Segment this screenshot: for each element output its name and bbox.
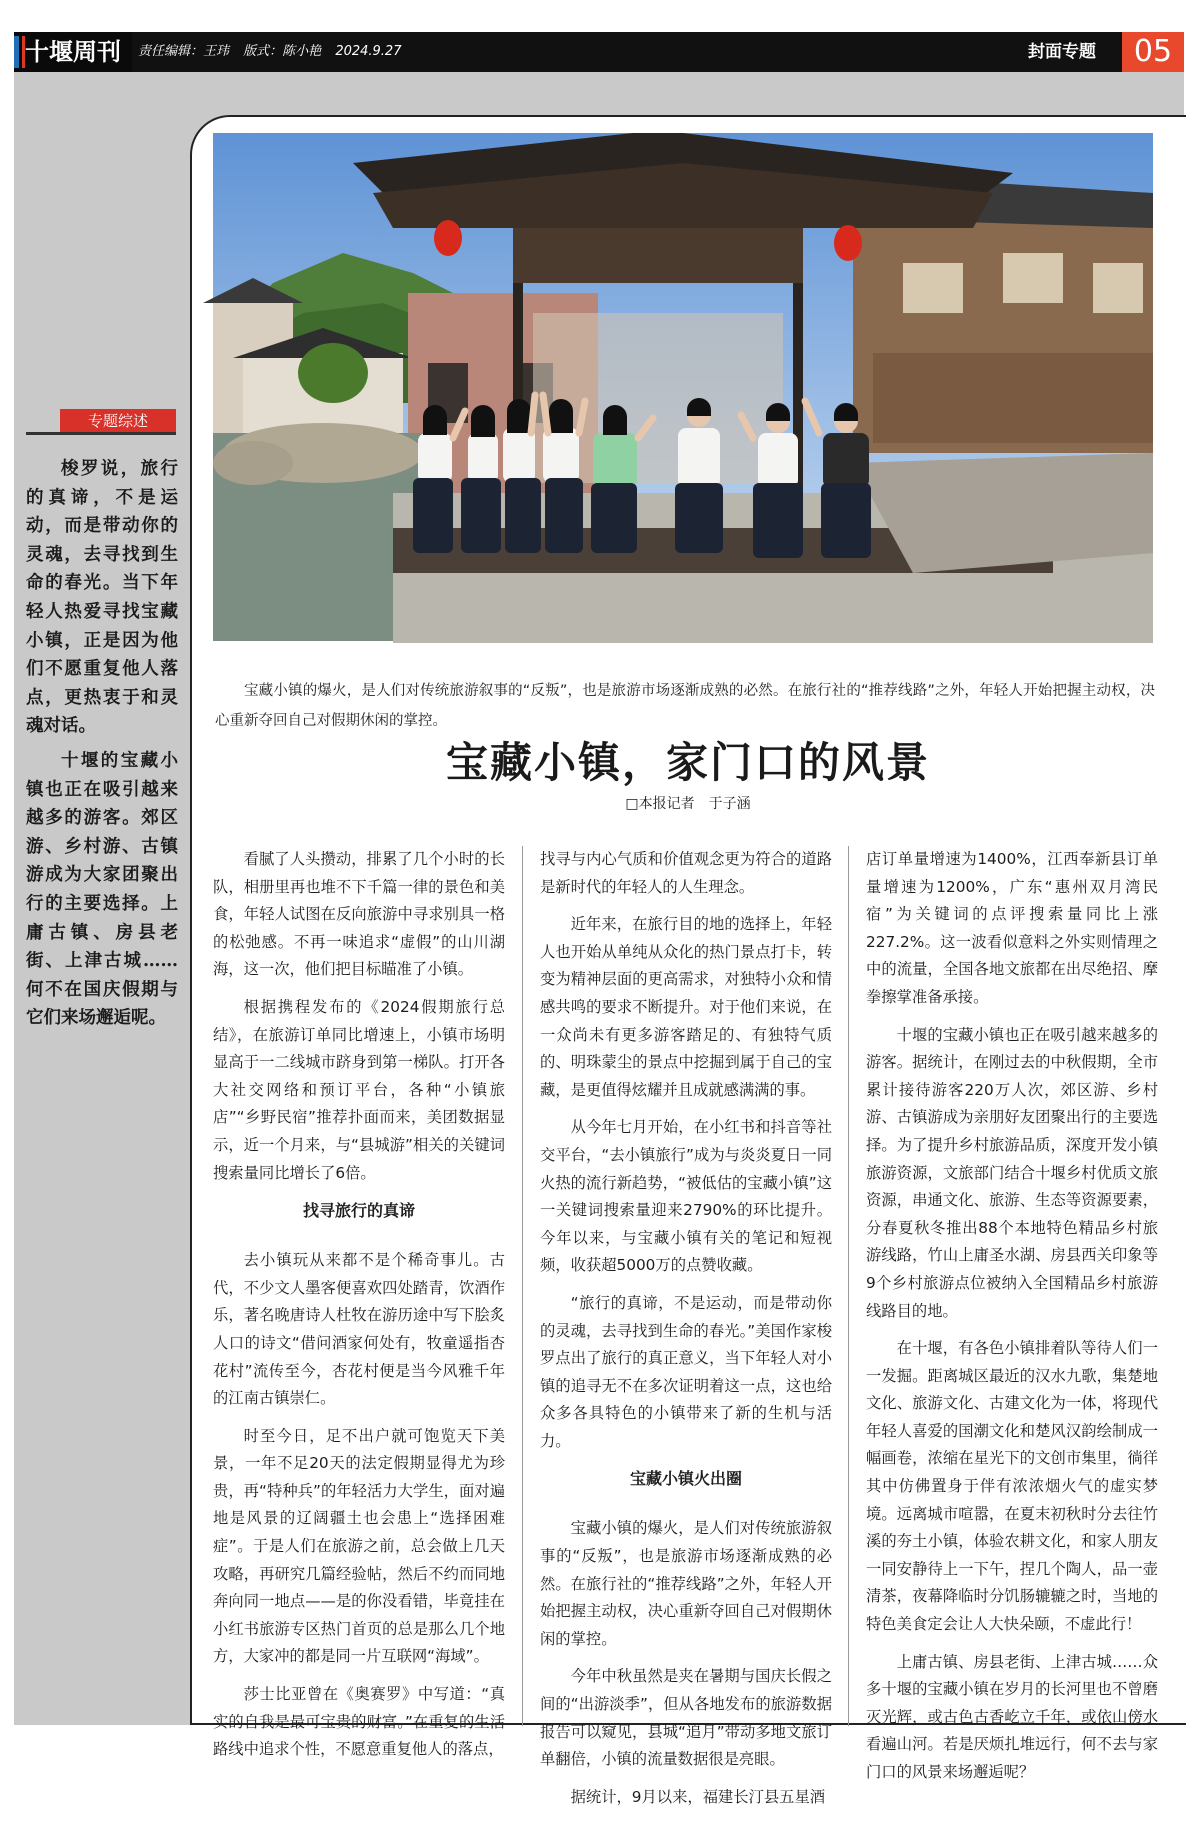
article-column-2 xyxy=(540,846,832,1821)
layout-credit: 版式：陈小艳 xyxy=(243,44,322,59)
masthead xyxy=(14,32,1184,72)
body-paragraph: 时至今日，足不出户就可饱览天下美景，一年不足20天的法定假期显得尤为珍贵，再“特种兵”的年轻活力大学生，面对遍地是风景的辽阔疆土也会患上“选择困难症”。于是人们在旅游之前，总会做上几天攻略，再研究几篇经验帖，然后不约而同地奔向同一地点——是的你没看错，毕竟挂在小红书旅游专区热门首页的总是那么几个地方，大家冲的都是同一片互联网“海域”。 xyxy=(213,1426,505,1666)
body-paragraph: 在十堰，有各色小镇排着队等待人们一一发掘。距离城区最近的汉水九歌，集楚地文化、旅游文化、古建文化为一体，将现代年轻人喜爱的国潮文化和楚风汉韵绘制成一幅画卷，浓缩在星光下的文创市集里，徜徉其中仿佛置身于伴有浓浓烟火气的虚实梦境。远离城市喧嚣，在夏末初秋时分去往竹溪的夯土小镇，体验农耕文化，和家人朋友一同安静待上一下午，捏几个陶人，品一壶清茶，夜幕降临时分饥肠辘辘之时，当地的特色美食定会让人大快朵颐，不虚此行！ xyxy=(866,1339,1158,1634)
body-paragraph: 据统计，9月以来，福建长汀县五星酒 xyxy=(570,1787,826,1806)
masthead-accent-red xyxy=(22,36,25,68)
masthead-accent-blue xyxy=(14,36,19,68)
subheading: 宝藏小镇火出圈 xyxy=(629,1469,742,1489)
publication-name xyxy=(14,32,132,72)
article-column-3 xyxy=(866,846,1158,1797)
body-paragraph: 十堰的宝藏小镇也正在吸引越来越多的游客。据统计，在刚过去的中秋假期，全市累计接待游客220万人次，郊区游、乡村游、古镇游成为亲朋好友团聚出行的主要选择。为了提升乡村旅游品质，深度开发小镇旅游资源，文旅部门结合十堰乡村优质文旅资源，串通文化、旅游、生态等资源要素，分春夏秋冬推出88个本地特色精品乡村旅游线路，竹山上庸圣水湖、房县西关印象等9个乡村旅游点位被纳入全国精品乡村旅游线路目的地。 xyxy=(866,1025,1158,1320)
cover-photo xyxy=(213,133,1153,641)
cover-photo-illustration xyxy=(213,133,1153,641)
body-paragraph: 宝藏小镇的爆火，是人们对传统旅游叙事的“反叛”，也是旅游市场逐渐成熟的必然。在旅行社的“推荐线路”之外，年轻人开始把握主动权，决心重新夺回自己对假期休闲的掌控。 xyxy=(540,1519,832,1648)
article-title: 宝藏小镇，家门口的风景 xyxy=(445,738,930,787)
sidebar-tag: 专题综述 xyxy=(60,409,176,433)
masthead-credits xyxy=(138,32,411,72)
editor-credit: 责任编辑：王玮 xyxy=(138,44,230,59)
body-paragraph: “旅行的真谛，不是运动，而是带动你的灵魂，去寻找到生命的春光。”美国作家梭罗点出了旅行的真正意义，当下年轻人对小镇的追寻无不在多次证明着这一点，这也给众多各具特色的小镇带来了新的生机与活力。 xyxy=(540,1293,832,1450)
body-paragraph: 莎士比亚曾在《奥赛罗》中写道：“真实的自我是最可宝贵的财富。”在重复的生活路线中追求个性，不愿意重复他人的落点， xyxy=(213,1685,505,1759)
subheading: 找寻旅行的真谛 xyxy=(302,1201,415,1221)
sidebar-summary xyxy=(26,455,178,1039)
issue-date: 2024.9.27 xyxy=(335,44,402,59)
body-paragraph: 从今年七月开始，在小红书和抖音等社交平台，“去小镇旅行”成为与炎炎夏日一同火热的流行新趋势，“被低估的宝藏小镇”这一关键词搜索量迎来2790%的环比提升。今年以来，与宝藏小镇有关的笔记和短视频，收获超5000万的点赞收藏。 xyxy=(540,1118,832,1275)
body-paragraph: 根据携程发布的《2024假期旅行总结》，在旅游订单同比增速上，小镇市场明显高于一二线城市跻身到第一梯队。打开各大社交网络和预订平台，各种“小镇旅店”“乡野民宿”推荐扑面而来，美团数据显示，近一个月来，与“县城游”相关的关键词搜索量同比增长了6倍。 xyxy=(213,997,505,1182)
body-paragraph: 近年来，在旅行目的地的选择上，年轻人也开始从单纯从众化的热门景点打卡，转变为精神层面的更高需求，对独特小众和情感共鸣的要求不断提升。对于他们来说，在一众尚未有更多游客踏足的、有独特气质的、明珠蒙尘的景点中挖掘到属于自己的宝藏，是更值得炫耀并且成就感满满的事。 xyxy=(540,915,832,1099)
body-paragraph: 今年中秋虽然是夹在暑期与国庆长假之间的“出游淡季”，但从各地发布的旅游数据报告可以窥见，县城“追月”带动多地文旅订单翻倍，小镇的流量数据很是亮眼。 xyxy=(540,1667,832,1769)
column-divider xyxy=(848,846,849,1726)
body-paragraph: 上庸古镇、房县老街、上津古城……众多十堰的宝藏小镇在岁月的长河里也不曾磨灭光辉，或古色古香屹立千年，或依山傍水看遍山河。若是厌烦扎堆远行，何不去与家门口的风景来场邂逅呢？ xyxy=(866,1652,1158,1781)
body-paragraph: 找寻与内心气质和价值观念更为符合的道路是新时代的年轻人的人生理念。 xyxy=(540,850,832,896)
publication-title: 十堰周刊 xyxy=(25,37,121,66)
article-caption: 宝藏小镇的爆火，是人们对传统旅游叙事的“反叛”，也是旅游市场逐渐成熟的必然。在旅行社的“推荐线路”之外，年轻人开始把握主动权，决心重新夺回自己对假期休闲的掌控。 xyxy=(215,683,1155,729)
body-paragraph: 店订单量增速为1400%，江西奉新县订单量增速为1200%，广东“惠州双月湾民宿”为关键词的点评搜索量同比上涨227.2%。这一波看似意料之外实则情理之中的流量，全国各地文旅都在出尽绝招、摩拳擦掌准备承接。 xyxy=(866,850,1158,1006)
body-paragraph: 看腻了人头攒动，排累了几个小时的长队，相册里再也堆不下千篇一律的景色和美食，年轻人试图在反向旅游中寻求别具一格的松弛感。不再一味追求“虚假”的山川湖海，这一次，他们把目标瞄准了小镇。 xyxy=(213,850,505,979)
sidebar-paragraph: 十堰的宝藏小镇也正在吸引越来越多的游客。郊区游、乡村游、古镇游成为大家团聚出行的主要选择。上庸古镇、房县老街、上津古城……何不在国庆假期与它们来场邂逅呢。 xyxy=(26,750,178,1029)
body-paragraph: 去小镇玩从来都不是个稀奇事儿。古代，不少文人墨客便喜欢四处踏青，饮酒作乐，著名晚唐诗人杜牧在游历途中写下脍炙人口的诗文“借问酒家何处有，牧童遥指杏花村”流传至今，杏花村便是当今风雅千年的江南古镇崇仁。 xyxy=(213,1251,505,1408)
column-divider xyxy=(522,846,523,1726)
sidebar-paragraph: 梭罗说，旅行的真谛，不是运动，而是带动你的灵魂，去寻找到生命的春光。当下年轻人热爱寻找宝藏小镇，正是因为他们不愿重复他人落点，更热衷于和灵魂对话。 xyxy=(26,459,178,737)
sidebar-rule xyxy=(26,432,176,435)
article-byline: □本报记者 于子涵 xyxy=(625,796,751,812)
section-name: 封面专题 xyxy=(1028,42,1096,62)
article-column-1 xyxy=(213,846,505,1774)
page-number: 05 xyxy=(1122,32,1184,72)
